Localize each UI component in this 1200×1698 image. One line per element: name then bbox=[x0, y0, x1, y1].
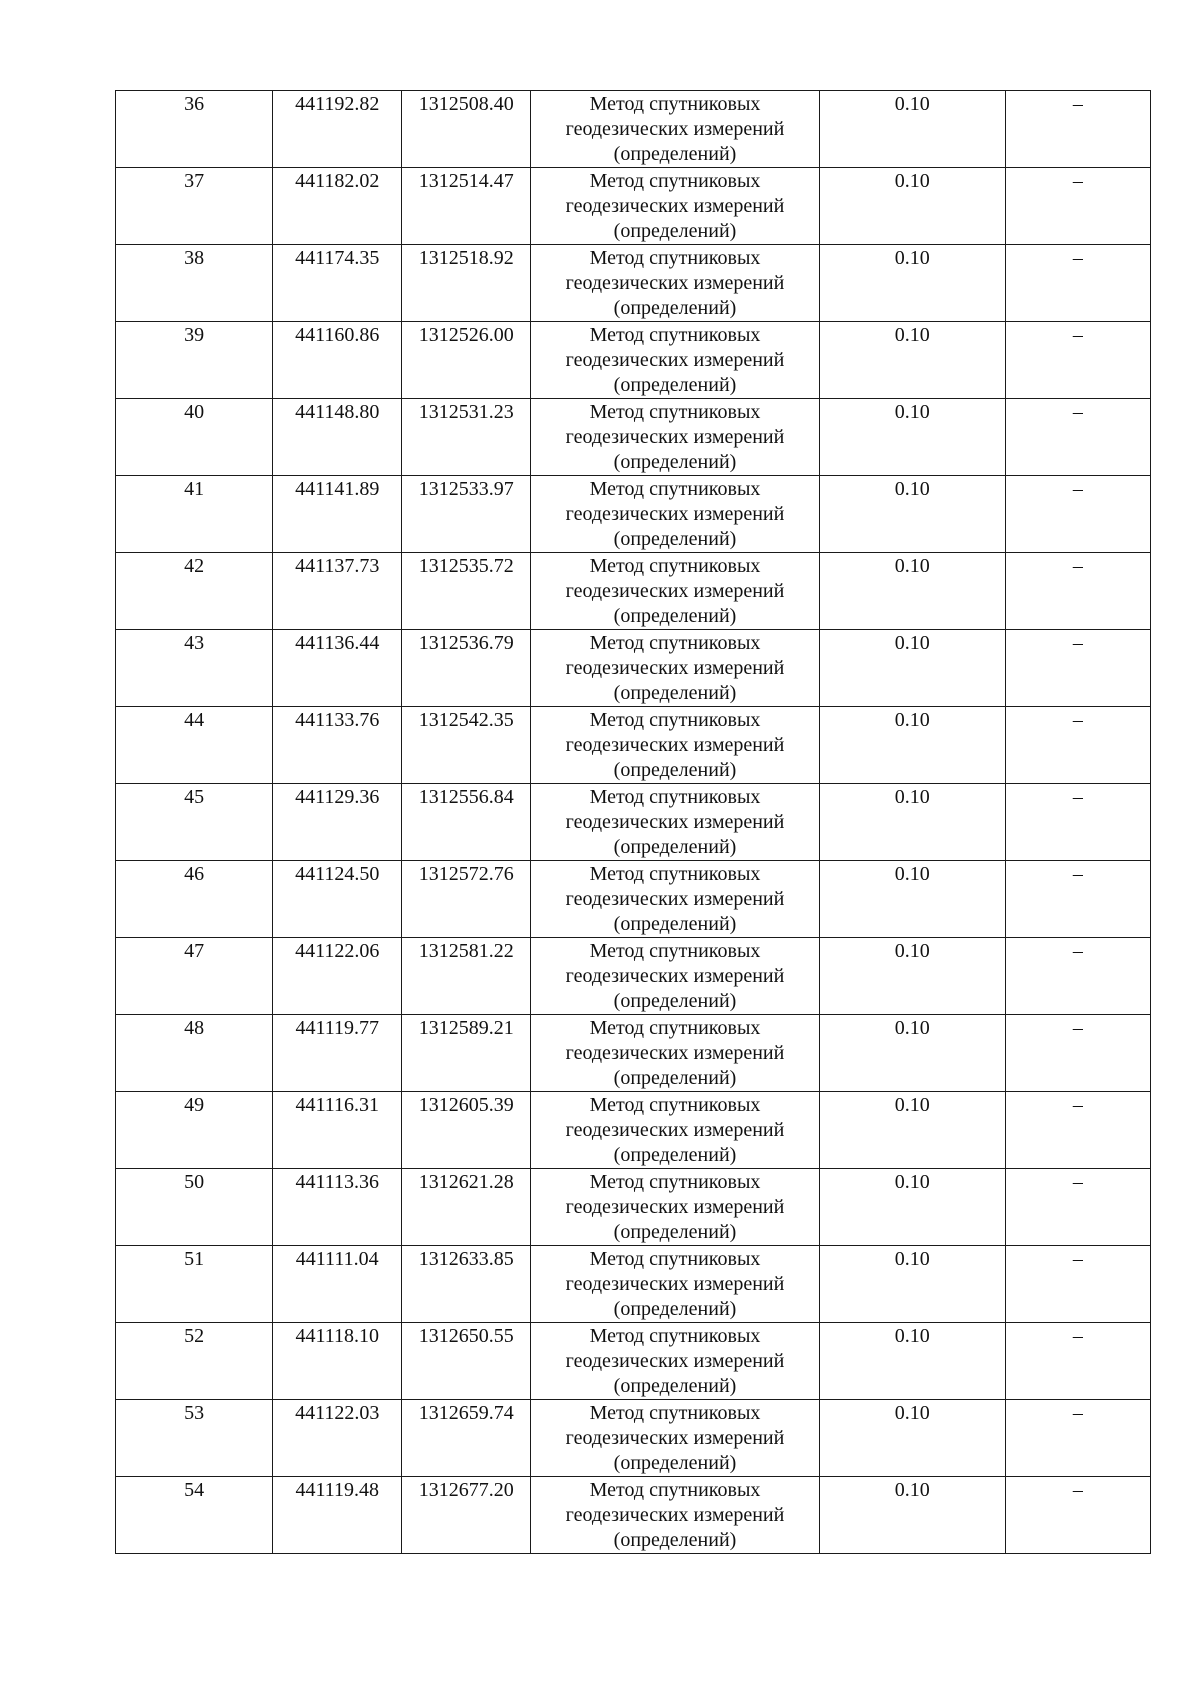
y-coordinate-cell: 1312526.00 bbox=[402, 322, 531, 399]
point-number-cell: 45 bbox=[116, 784, 273, 861]
y-coordinate-cell: 1312572.76 bbox=[402, 861, 531, 938]
x-coordinate-cell: 441122.03 bbox=[273, 1400, 402, 1477]
accuracy-cell: 0.10 bbox=[819, 707, 1005, 784]
point-number-cell: 47 bbox=[116, 938, 273, 1015]
note-cell: – bbox=[1005, 1092, 1150, 1169]
method-cell: Метод спутниковых геодезических измерений (определений) bbox=[531, 861, 819, 938]
y-coordinate-cell: 1312508.40 bbox=[402, 91, 531, 168]
y-coordinate-cell: 1312533.97 bbox=[402, 476, 531, 553]
method-cell: Метод спутниковых геодезических измерений (определений) bbox=[531, 399, 819, 476]
note-cell: – bbox=[1005, 1246, 1150, 1323]
accuracy-cell: 0.10 bbox=[819, 553, 1005, 630]
note-cell: – bbox=[1005, 476, 1150, 553]
note-cell: – bbox=[1005, 707, 1150, 784]
method-cell: Метод спутниковых геодезических измерений (определений) bbox=[531, 168, 819, 245]
y-coordinate-cell: 1312659.74 bbox=[402, 1400, 531, 1477]
method-cell: Метод спутниковых геодезических измерений (определений) bbox=[531, 1092, 819, 1169]
accuracy-cell: 0.10 bbox=[819, 1092, 1005, 1169]
y-coordinate-cell: 1312518.92 bbox=[402, 245, 531, 322]
table-row bbox=[116, 91, 1151, 168]
table-row bbox=[116, 1246, 1151, 1323]
x-coordinate-cell: 441119.77 bbox=[273, 1015, 402, 1092]
point-number-cell: 48 bbox=[116, 1015, 273, 1092]
accuracy-cell: 0.10 bbox=[819, 1400, 1005, 1477]
table-row bbox=[116, 1400, 1151, 1477]
method-cell: Метод спутниковых геодезических измерений (определений) bbox=[531, 91, 819, 168]
method-cell: Метод спутниковых геодезических измерений (определений) bbox=[531, 553, 819, 630]
x-coordinate-cell: 441113.36 bbox=[273, 1169, 402, 1246]
x-coordinate-cell: 441182.02 bbox=[273, 168, 402, 245]
table-row bbox=[116, 245, 1151, 322]
point-number-cell: 53 bbox=[116, 1400, 273, 1477]
point-number-cell: 52 bbox=[116, 1323, 273, 1400]
table-row bbox=[116, 168, 1151, 245]
method-cell: Метод спутниковых геодезических измерений (определений) bbox=[531, 245, 819, 322]
note-cell: – bbox=[1005, 245, 1150, 322]
note-cell: – bbox=[1005, 1323, 1150, 1400]
x-coordinate-cell: 441141.89 bbox=[273, 476, 402, 553]
point-number-cell: 39 bbox=[116, 322, 273, 399]
table-row bbox=[116, 1169, 1151, 1246]
accuracy-cell: 0.10 bbox=[819, 630, 1005, 707]
accuracy-cell: 0.10 bbox=[819, 1477, 1005, 1554]
note-cell: – bbox=[1005, 322, 1150, 399]
accuracy-cell: 0.10 bbox=[819, 784, 1005, 861]
method-cell: Метод спутниковых геодезических измерений (определений) bbox=[531, 1400, 819, 1477]
accuracy-cell: 0.10 bbox=[819, 91, 1005, 168]
method-cell: Метод спутниковых геодезических измерений (определений) bbox=[531, 938, 819, 1015]
coordinates-table bbox=[115, 90, 1151, 1554]
x-coordinate-cell: 441136.44 bbox=[273, 630, 402, 707]
note-cell: – bbox=[1005, 938, 1150, 1015]
method-cell: Метод спутниковых геодезических измерений (определений) bbox=[531, 476, 819, 553]
table-row bbox=[116, 861, 1151, 938]
x-coordinate-cell: 441192.82 bbox=[273, 91, 402, 168]
y-coordinate-cell: 1312677.20 bbox=[402, 1477, 531, 1554]
y-coordinate-cell: 1312531.23 bbox=[402, 399, 531, 476]
table-row bbox=[116, 630, 1151, 707]
accuracy-cell: 0.10 bbox=[819, 322, 1005, 399]
accuracy-cell: 0.10 bbox=[819, 938, 1005, 1015]
x-coordinate-cell: 441124.50 bbox=[273, 861, 402, 938]
accuracy-cell: 0.10 bbox=[819, 1246, 1005, 1323]
table-row bbox=[116, 784, 1151, 861]
note-cell: – bbox=[1005, 1477, 1150, 1554]
y-coordinate-cell: 1312542.35 bbox=[402, 707, 531, 784]
note-cell: – bbox=[1005, 1015, 1150, 1092]
point-number-cell: 46 bbox=[116, 861, 273, 938]
x-coordinate-cell: 441137.73 bbox=[273, 553, 402, 630]
method-cell: Метод спутниковых геодезических измерений (определений) bbox=[531, 630, 819, 707]
x-coordinate-cell: 441118.10 bbox=[273, 1323, 402, 1400]
note-cell: – bbox=[1005, 861, 1150, 938]
accuracy-cell: 0.10 bbox=[819, 1015, 1005, 1092]
table-row bbox=[116, 1477, 1151, 1554]
table-row bbox=[116, 1092, 1151, 1169]
y-coordinate-cell: 1312556.84 bbox=[402, 784, 531, 861]
note-cell: – bbox=[1005, 91, 1150, 168]
point-number-cell: 41 bbox=[116, 476, 273, 553]
method-cell: Метод спутниковых геодезических измерений (определений) bbox=[531, 1323, 819, 1400]
accuracy-cell: 0.10 bbox=[819, 168, 1005, 245]
table-row bbox=[116, 707, 1151, 784]
x-coordinate-cell: 441148.80 bbox=[273, 399, 402, 476]
table-row bbox=[116, 1323, 1151, 1400]
x-coordinate-cell: 441119.48 bbox=[273, 1477, 402, 1554]
note-cell: – bbox=[1005, 553, 1150, 630]
point-number-cell: 42 bbox=[116, 553, 273, 630]
point-number-cell: 36 bbox=[116, 91, 273, 168]
x-coordinate-cell: 441160.86 bbox=[273, 322, 402, 399]
y-coordinate-cell: 1312621.28 bbox=[402, 1169, 531, 1246]
x-coordinate-cell: 441174.35 bbox=[273, 245, 402, 322]
y-coordinate-cell: 1312535.72 bbox=[402, 553, 531, 630]
point-number-cell: 37 bbox=[116, 168, 273, 245]
point-number-cell: 51 bbox=[116, 1246, 273, 1323]
table-row bbox=[116, 938, 1151, 1015]
table-row bbox=[116, 399, 1151, 476]
table-row bbox=[116, 322, 1151, 399]
accuracy-cell: 0.10 bbox=[819, 1169, 1005, 1246]
x-coordinate-cell: 441129.36 bbox=[273, 784, 402, 861]
note-cell: – bbox=[1005, 630, 1150, 707]
accuracy-cell: 0.10 bbox=[819, 245, 1005, 322]
note-cell: – bbox=[1005, 784, 1150, 861]
point-number-cell: 54 bbox=[116, 1477, 273, 1554]
y-coordinate-cell: 1312650.55 bbox=[402, 1323, 531, 1400]
y-coordinate-cell: 1312633.85 bbox=[402, 1246, 531, 1323]
point-number-cell: 49 bbox=[116, 1092, 273, 1169]
method-cell: Метод спутниковых геодезических измерений (определений) bbox=[531, 1015, 819, 1092]
method-cell: Метод спутниковых геодезических измерений (определений) bbox=[531, 707, 819, 784]
note-cell: – bbox=[1005, 1169, 1150, 1246]
x-coordinate-cell: 441122.06 bbox=[273, 938, 402, 1015]
method-cell: Метод спутниковых геодезических измерений (определений) bbox=[531, 1169, 819, 1246]
x-coordinate-cell: 441133.76 bbox=[273, 707, 402, 784]
method-cell: Метод спутниковых геодезических измерений (определений) bbox=[531, 322, 819, 399]
point-number-cell: 44 bbox=[116, 707, 273, 784]
method-cell: Метод спутниковых геодезических измерений (определений) bbox=[531, 1246, 819, 1323]
point-number-cell: 40 bbox=[116, 399, 273, 476]
point-number-cell: 50 bbox=[116, 1169, 273, 1246]
y-coordinate-cell: 1312581.22 bbox=[402, 938, 531, 1015]
accuracy-cell: 0.10 bbox=[819, 399, 1005, 476]
method-cell: Метод спутниковых геодезических измерений (определений) bbox=[531, 784, 819, 861]
accuracy-cell: 0.10 bbox=[819, 476, 1005, 553]
table-row bbox=[116, 476, 1151, 553]
note-cell: – bbox=[1005, 399, 1150, 476]
point-number-cell: 38 bbox=[116, 245, 273, 322]
point-number-cell: 43 bbox=[116, 630, 273, 707]
y-coordinate-cell: 1312589.21 bbox=[402, 1015, 531, 1092]
x-coordinate-cell: 441116.31 bbox=[273, 1092, 402, 1169]
note-cell: – bbox=[1005, 1400, 1150, 1477]
accuracy-cell: 0.10 bbox=[819, 1323, 1005, 1400]
table-row bbox=[116, 1015, 1151, 1092]
method-cell: Метод спутниковых геодезических измерений (определений) bbox=[531, 1477, 819, 1554]
y-coordinate-cell: 1312605.39 bbox=[402, 1092, 531, 1169]
table-row bbox=[116, 553, 1151, 630]
coordinates-table-body bbox=[116, 91, 1151, 1554]
y-coordinate-cell: 1312536.79 bbox=[402, 630, 531, 707]
accuracy-cell: 0.10 bbox=[819, 861, 1005, 938]
y-coordinate-cell: 1312514.47 bbox=[402, 168, 531, 245]
x-coordinate-cell: 441111.04 bbox=[273, 1246, 402, 1323]
note-cell: – bbox=[1005, 168, 1150, 245]
